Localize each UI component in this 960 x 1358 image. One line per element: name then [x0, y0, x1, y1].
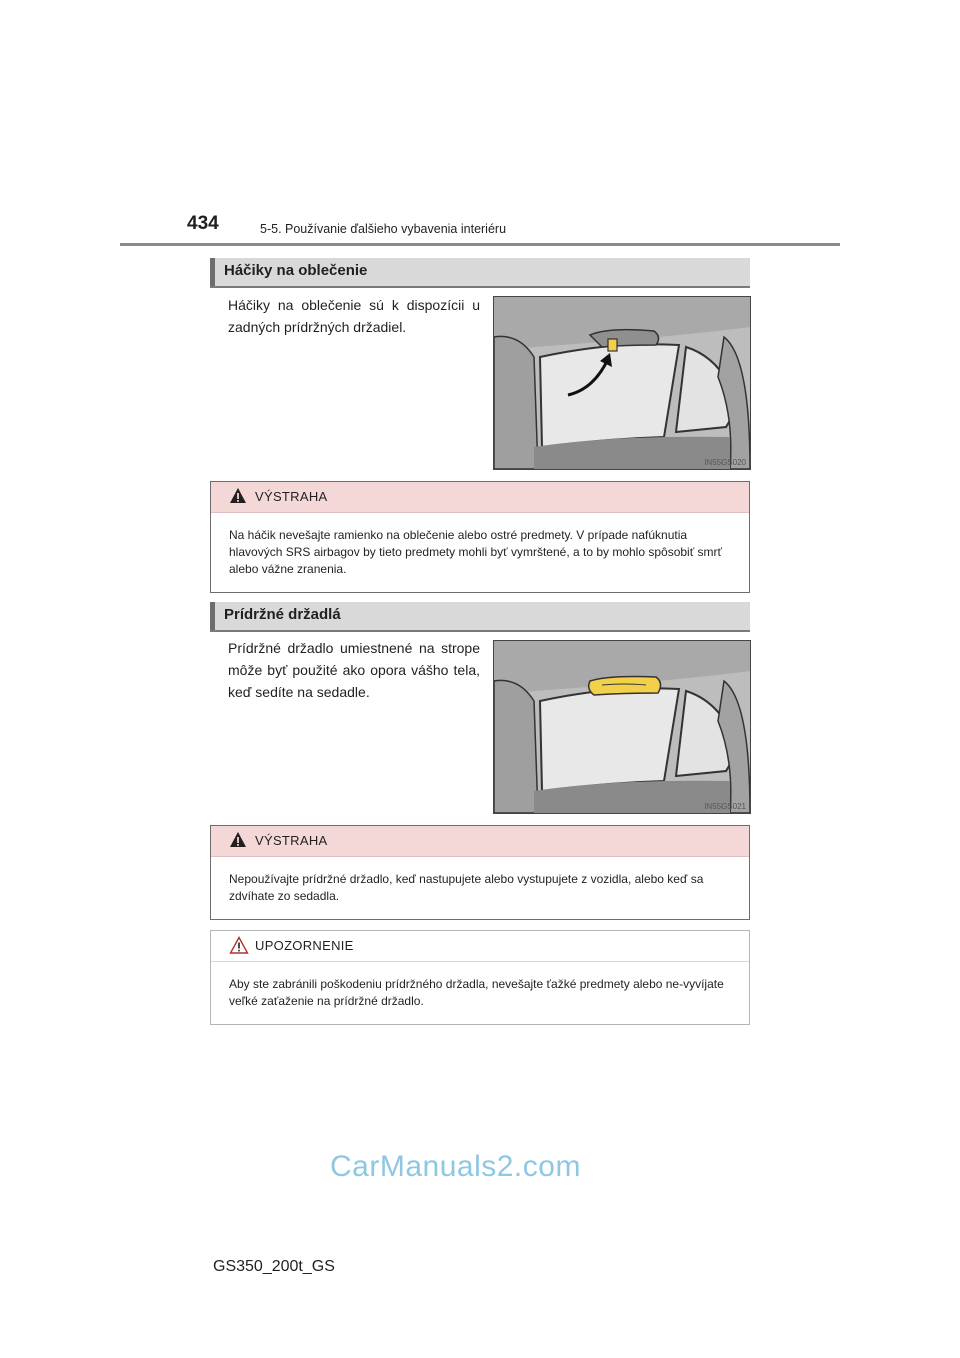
notice-label: UPOZORNENIE: [255, 938, 354, 953]
model-code: GS350_200t_GS: [213, 1258, 335, 1275]
warning-label: VÝSTRAHA: [255, 833, 328, 848]
image-code: IN55GS021: [704, 802, 746, 811]
section-title-hooks: Háčiky na oblečenie: [224, 262, 368, 279]
image-code: IN55GS020: [704, 458, 746, 467]
illustration-grab-handle: [493, 640, 751, 814]
warning-text: Nepoužívajte prídržné držadlo, keď nastupujete alebo vystupujete z vozidla, alebo keď sa zdvíhate zo sedadla.: [229, 872, 704, 903]
section-heading-hooks: [210, 258, 750, 288]
warning-text: Na háčik nevešajte ramienko na oblečenie alebo ostré predmety. V prípade nafúknutia hlavových SRS airbagov by tieto predmety mohli byť vymrštené, a to by mohlo spôsobiť smrť alebo vážne zranenia.: [229, 528, 723, 576]
heading-accent-bar: [210, 602, 215, 630]
warning-label: VÝSTRAHA: [255, 489, 328, 504]
warning-triangle-icon: [229, 831, 247, 848]
car-interior-handle-drawing: [494, 641, 750, 813]
warning-header: [211, 482, 749, 513]
page-number: 434: [187, 213, 219, 234]
warning-header: [211, 826, 749, 857]
heading-accent-bar: [210, 258, 215, 286]
paragraph-hooks: Háčiky na oblečenie sú k dispozícii u zadných prídržných držadiel.: [228, 297, 480, 335]
paragraph-handles: Prídržné držadlo umiestnené na strope môže byť použité ako opora vášho tela, keď sedíte na sedadle.: [228, 640, 480, 700]
watermark: CarManuals2.com: [330, 1150, 581, 1183]
section-title-handles: Prídržné držadlá: [224, 606, 341, 623]
section-heading-handles: [210, 602, 750, 632]
warning-box-hooks: [210, 481, 750, 593]
caution-triangle-icon: [229, 936, 249, 954]
chapter-title: 5-5. Používanie ďalšieho vybavenia interiéru: [260, 222, 507, 236]
warning-triangle-icon: [229, 487, 247, 504]
notice-header: [211, 931, 749, 962]
illustration-coat-hook: [493, 296, 751, 470]
warning-box-handles: [210, 825, 750, 920]
car-interior-hook-drawing: [494, 297, 750, 469]
notice-box-handles: [210, 930, 750, 1025]
header-divider: [120, 243, 840, 246]
notice-text: Aby ste zabránili poškodeniu prídržného držadla, nevešajte ťažké predmety alebo ne-vyvíjate veľké zaťaženie na prídržné držadlo.: [229, 977, 724, 1008]
